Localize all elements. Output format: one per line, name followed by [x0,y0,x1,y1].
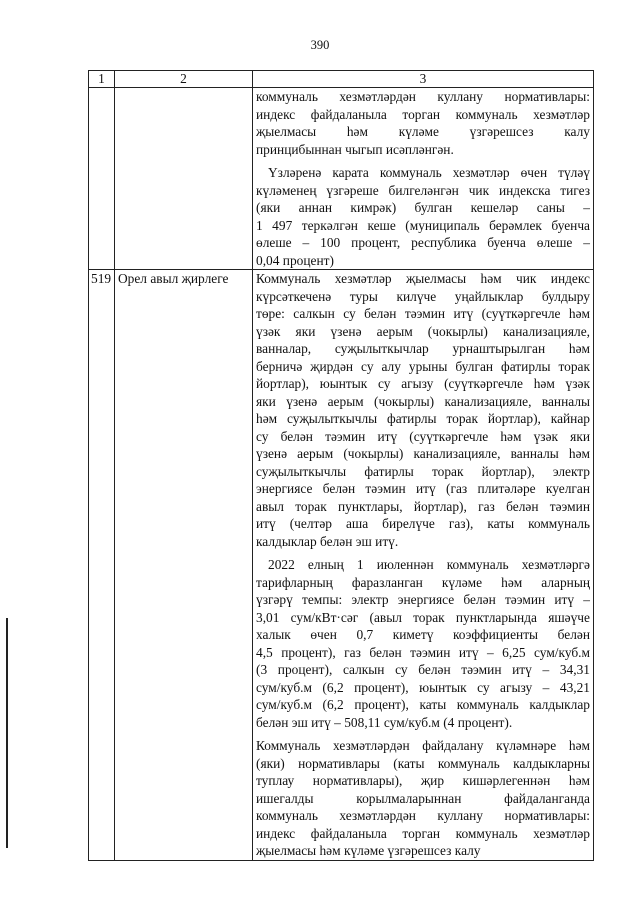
text-line: коммуналь хезмәтләрдән куллану нормативлары: [256,808,590,823]
text-line: индекс файдаланыла торган коммуналь хезмәтләр [256,106,590,122]
text-line: төре: салкын су белән тәэмин итү (суүткәргечле һәм [256,306,590,321]
page-number: 390 [310,38,330,52]
data-table [88,70,594,861]
text-line: йортлар), юынтык су агызу (суүткәргечле һәм үзәк [256,376,590,391]
text-line: һәм суҗылыткычлы фатирлы торак йортлар), кайнар [256,411,590,426]
text-line: туплау нормативлары), җир кишәрлегеннән һәм [256,773,590,788]
text-line: (яки аннан кимрәк) булган кешеләр саны – [256,200,590,215]
text-line: индекс файдаланыла торган коммуналь хезмәтләр [256,825,590,841]
header-col-2: 2 [115,71,253,88]
text-line: 4,5 процент), газ белән тәэмин итү – 6,25 сум/куб.м [256,644,590,660]
text-line: сум/куб.м (6,2 процент), каты коммуналь калдыклар [256,697,590,712]
text-line: 1 497 теркәлгән кеше (муниципаль берәмлек буенча [256,217,590,233]
row-para-1 [256,270,590,550]
table-header-row [89,71,594,88]
text-line: су белән тәэмин итү (суүткәргечле һәм үзәк яки [256,428,590,444]
text-line: 2022 елның 1 июленнән коммуналь хезмәтләргә [268,557,590,572]
text-line: авыл торак пунктлары, йортлар), газ белән тәэмин [256,498,590,514]
text-line: сум/куб.м (6,2 процент), юынтык су агызу – 43,21 [256,679,590,695]
table-row-continuation [89,88,594,270]
header-col-1: 1 [89,71,115,88]
continuation-para-1 [256,88,590,158]
continuation-text [253,88,594,270]
text-line: җыелмасы һәм күләме үзгәрешсез калу [256,843,481,858]
text-line: принцибыннан чыгып исәпләнгән. [256,141,454,157]
text-line: (яки) нормативлары (каты коммуналь калдыкларны [256,755,590,771]
text-line: яки үзенә аерым (чокырлы) канализацияле, ванналы [256,393,590,409]
margin-bar [6,618,8,848]
text-line: коммуналь хезмәтләрдән куллану нормативлары: [256,89,590,104]
text-line: белән эш итү – 508,11 сум/куб.м (4 процент). [256,714,513,730]
text-line: Үзләренә карата коммуналь хезмәтләр өчен түләү [268,165,590,180]
text-line: ванналар, суҗылыткычлар урнаштырылган һәм [256,341,590,356]
text-line: ишегалды корылмаларыннан файдаланганда [256,790,590,806]
row-number: 519 [89,270,115,861]
text-line: итү (челтәр аша бирелүче газ), каты коммуналь [256,516,590,531]
row-text [253,270,594,861]
text-line: күрсәткеченә туры килүче уңайлыклар булдыру [256,288,590,304]
text-line: калдыклар белән эш итү. [256,533,399,549]
text-line: күләменең үзгәреше билгеләнгән чик индекска тигез [256,182,590,198]
header-col-3: 3 [253,71,594,88]
text-line: берничә җирдән су алу урыны булган фатирлы торак [256,358,590,374]
text-line: халык өчен 0,7 киметү коэффициенты белән [256,627,590,642]
text-line: энергиясе белән тәэмин итү (газ плитәләре куелган [256,481,590,496]
text-line: Коммуналь хезмәтләр җыелмасы һәм чик индекс [256,271,590,286]
text-line: тарифларның фаразланган күләме һәм аларның [256,574,590,590]
text-line: (3 процент), салкын су белән тәэмин итү – 34,31 [256,662,590,677]
text-line: үзенә аерым (чокырлы) канализацияле, ванналы һәм [256,446,590,461]
row-para-3 [256,737,590,860]
text-line: җыелмасы һәм күләме үзгәрешсез калу [256,124,590,139]
text-line: 0,04 процент) [256,252,334,268]
continuation-para-2 [256,164,590,269]
text-line: үзгәрү темпы: электр энергиясе белән тәэмин итү – [256,592,590,607]
text-line: суҗылыткычлы фатирлы торак йортлар), электр [256,463,590,479]
row-name: Орел авыл җирлеге [115,270,253,861]
text-line: өлеше – 100 процент, республика буенча өлеше – [256,235,590,250]
text-line: Коммуналь хезмәтләрдән файдалану күләмнәре һәм [256,738,590,753]
row-para-2 [256,556,590,731]
table-row-519 [89,270,594,861]
text-line: 3,01 сум/кВт·сәг (авыл торак пунктларында яшәүче [256,609,590,625]
text-line: үзәк яки үзенә аерым (чокырлы) канализацияле, [256,323,590,339]
